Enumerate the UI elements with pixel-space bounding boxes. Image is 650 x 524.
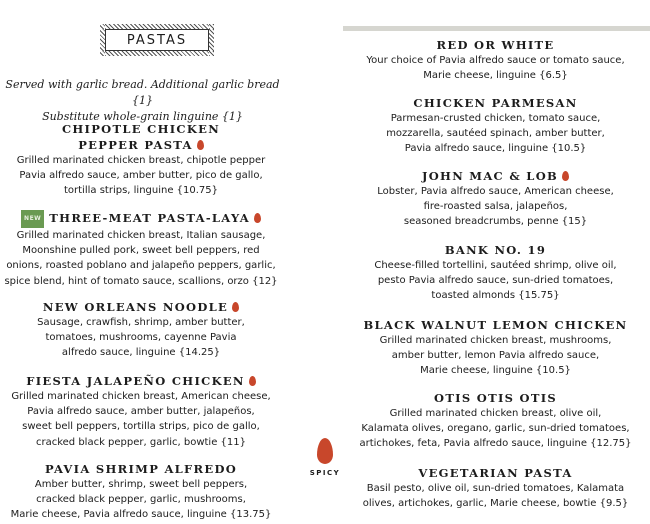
- description-line: Marie cheese, linguine {6.5}: [423, 70, 568, 82]
- menu-item-title: [343, 242, 648, 258]
- flame-icon: [562, 171, 569, 181]
- description-line: artichokes, feta, Pavia alfredo sauce, linguine {12.75}: [359, 438, 632, 450]
- description-line: Lobster, Pavia alfredo sauce, American cheese,: [377, 186, 614, 197]
- menu-item-title: [343, 37, 648, 53]
- menu-item-title: [0, 210, 282, 228]
- menu-item-title-text: RED OR WHITE: [436, 38, 555, 52]
- menu-item-description: [343, 258, 648, 304]
- section-title-frame: [100, 24, 214, 56]
- divider-bar: [343, 26, 650, 31]
- description-line: Grilled marinated chicken breast, mushrooms,: [379, 335, 612, 346]
- description-line: Your choice of Pavia alfredo sauce or tomato sauce,: [366, 55, 625, 66]
- flame-icon: [232, 302, 239, 312]
- description-line: Kalamata olives, oregano, garlic, sun-dried tomatoes,: [361, 423, 630, 435]
- description-line: pesto Pavia alfredo sauce, sun-dried tomatoes,: [377, 275, 614, 287]
- description-line: Marie cheese, Pavia alfredo sauce, linguine {13.75}: [10, 509, 272, 521]
- section-title: PASTAS: [105, 29, 209, 51]
- description-line: Cheese-filled tortellini, sautéed shrimp, olive oil,: [374, 260, 617, 271]
- menu-item-title-text: CHIPOTLE CHICKEN: [61, 122, 221, 136]
- menu-item-title: [343, 95, 648, 111]
- description-line: Grilled marinated chicken breast, American cheese,: [11, 391, 271, 402]
- description-line: Amber butter, shrimp, sweet bell peppers,: [34, 479, 248, 490]
- menu-item-title-text: VEGETARIAN PASTA: [418, 466, 573, 480]
- menu-item: [0, 461, 282, 523]
- menu-item: [0, 299, 282, 361]
- menu-item-description: [343, 333, 648, 379]
- flame-icon: [317, 438, 333, 464]
- menu-item-description: [0, 315, 282, 361]
- menu-item: [343, 168, 648, 230]
- description-line: alfredo sauce, linguine {14.25}: [61, 347, 221, 359]
- new-badge: NEW: [21, 210, 44, 228]
- menu-item-title-text: BANK NO. 19: [444, 243, 547, 257]
- menu-item-title: [0, 137, 282, 153]
- description-line: amber butter, lemon Pavia alfredo sauce,: [391, 350, 600, 362]
- menu-item-title: [343, 168, 648, 184]
- description-line: toasted almonds {15.75}: [431, 290, 560, 302]
- menu-item-title-text: CHICKEN PARMESAN: [413, 96, 578, 110]
- menu-item: [343, 242, 648, 304]
- menu-item-title: [343, 390, 648, 406]
- description-line: fire-roasted salsa, jalapeños,: [423, 201, 568, 213]
- description-line: tortilla strips, linguine {10.75}: [63, 185, 219, 197]
- menu-item: [0, 373, 282, 450]
- description-line: cracked black pepper, garlic, mushrooms,: [36, 494, 246, 506]
- menu-item: [343, 317, 648, 379]
- description-line: Pavia alfredo sauce, amber butter, pico de gallo,: [19, 170, 263, 182]
- menu-item: [0, 210, 282, 289]
- intro-line: Served with garlic bread. Additional garlic bread {1}: [5, 78, 280, 107]
- intro-note: [0, 77, 285, 125]
- flame-icon: [249, 376, 256, 386]
- description-line: onions, roasted poblano and jalapeño peppers, garlic,: [6, 260, 276, 272]
- menu-item-description: [343, 53, 648, 83]
- menu-item-title: [0, 461, 282, 477]
- menu-item-title-text: PAVIA SHRIMP ALFREDO: [44, 462, 238, 476]
- description-line: Grilled marinated chicken breast, Italian sausage,: [16, 230, 266, 241]
- menu-item-description: [0, 228, 282, 289]
- menu-item-title-text: OTIS OTIS OTIS: [434, 391, 557, 405]
- description-line: Sausage, crawfish, shrimp, amber butter,: [37, 317, 245, 328]
- description-line: tomatoes, mushrooms, cayenne Pavia: [45, 332, 237, 344]
- menu-item: [343, 37, 648, 83]
- description-line: mozzarella, sautéed spinach, amber butter,: [386, 128, 605, 140]
- description-line: Grilled marinated chicken breast, olive oil,: [389, 408, 602, 419]
- description-line: Pavia alfredo sauce, amber butter, jalapeños,: [27, 406, 255, 418]
- menu-item-description: [343, 481, 648, 511]
- flame-icon: [254, 213, 261, 223]
- spicy-legend-label: SPICY: [309, 469, 341, 477]
- menu-item-description: [0, 389, 282, 450]
- description-line: seasoned breadcrumbs, penne {15}: [403, 216, 588, 228]
- description-line: cracked black pepper, garlic, bowtie {11}: [35, 436, 246, 448]
- menu-item-title-text: THREE-MEAT PASTA-LAYA: [49, 211, 250, 225]
- menu-item-description: [0, 477, 282, 523]
- menu-item-description: [343, 184, 648, 230]
- description-line: spice blend, hint of tomato sauce, scallions, orzo {12}: [4, 275, 278, 287]
- description-line: Grilled marinated chicken breast, chipotle pepper: [16, 155, 266, 166]
- menu-item-description: [343, 406, 648, 452]
- description-line: Basil pesto, olive oil, sun-dried tomatoes, Kalamata: [366, 483, 625, 494]
- menu-item-title: [343, 317, 648, 333]
- menu-item-title: [0, 373, 282, 389]
- spicy-legend: [305, 438, 345, 477]
- menu-item-description: [343, 111, 648, 157]
- menu-item-title-text: JOHN MAC & LOB: [421, 169, 559, 183]
- menu-item-title-text: FIESTA JALAPEÑO CHICKEN: [26, 374, 245, 388]
- description-line: Pavia alfredo sauce, linguine {10.5}: [404, 143, 587, 155]
- menu-item-title: [0, 299, 282, 315]
- menu-item: [343, 465, 648, 511]
- menu-item-title: [343, 465, 648, 481]
- menu-item-title-text: PEPPER PASTA: [78, 138, 193, 152]
- description-line: sweet bell peppers, tortilla strips, pico de gallo,: [22, 421, 260, 433]
- menu-item-description: [0, 153, 282, 199]
- menu-item: [0, 121, 282, 199]
- description-line: olives, artichokes, garlic, Marie cheese, bowtie {9.5}: [362, 498, 629, 510]
- flame-icon: [197, 140, 204, 150]
- menu-item-title: [0, 121, 282, 137]
- intro-line: Substitute whole-grain linguine {1}: [42, 110, 243, 123]
- menu-item: [343, 390, 648, 452]
- menu-item-title-text: NEW ORLEANS NOODLE: [42, 300, 229, 314]
- description-line: Marie cheese, linguine {10.5}: [420, 365, 571, 377]
- menu-item-title-text: BLACK WALNUT LEMON CHICKEN: [363, 318, 628, 332]
- description-line: Parmesan-crusted chicken, tomato sauce,: [390, 113, 601, 124]
- description-line: Moonshine pulled pork, sweet bell peppers, red: [22, 245, 260, 257]
- menu-item: [343, 95, 648, 157]
